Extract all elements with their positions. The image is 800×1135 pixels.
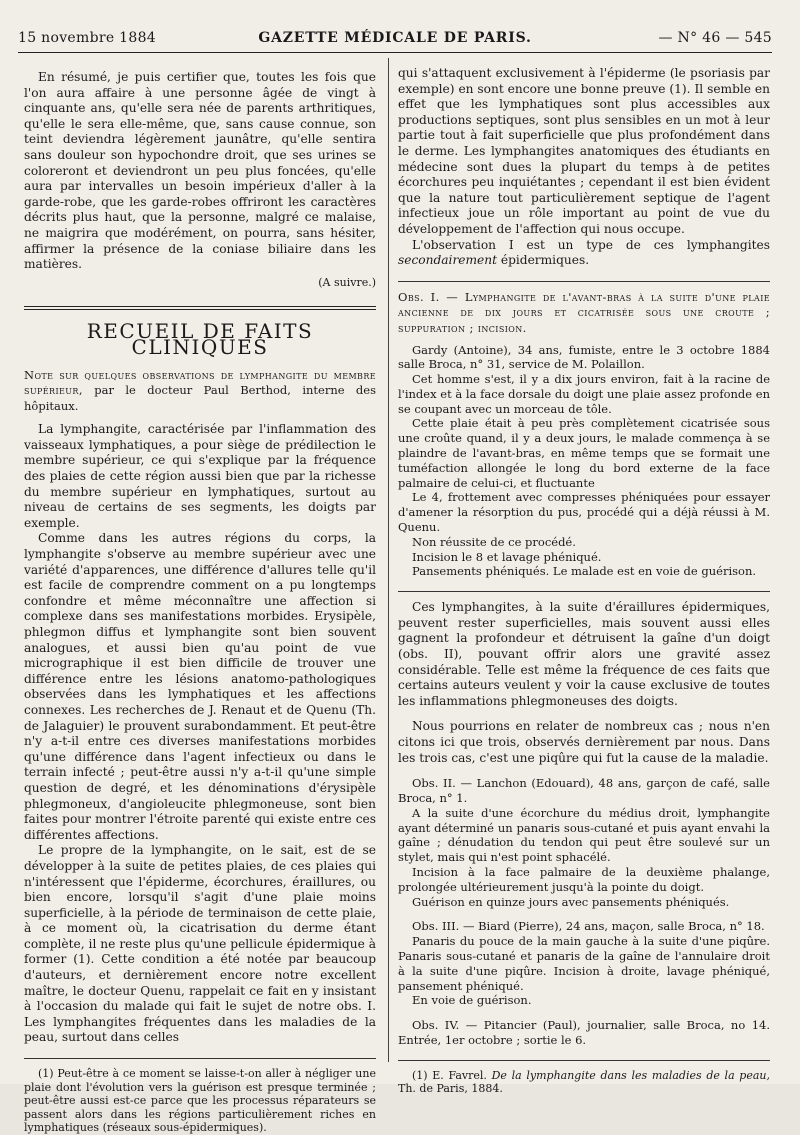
footnote-rule [24, 1058, 376, 1059]
observation-3 [398, 919, 770, 1008]
body-paragraph: Ces lymphangites, à la suite d'éraillures épidermiques, peuvent rester superficielles, mais souvent aussi elles gagnent la profondeur et détruisent la gaîne d'un doigt (obs. II), pouvant offrir alors une gravité assez considérable. Telle est même la fréquence de ces faits que certains auteurs veulent y voir la cause exclusive de toutes les inflammations phlegmoneuses des doigts. [398, 600, 770, 708]
text-run: (1) E. Favrel. [412, 1068, 492, 1082]
observation-text: A la suite d'une écorchure du médius droit, lymphangite ayant déterminé un panaris sous-cutané et puis ayant envahi la gaîne ; dénudation du tendon qui peut être soulevé sur un stylet, mais qui n'est point sphacélé. [398, 805, 770, 865]
observation-rule [398, 591, 770, 592]
issue-date: 15 novembre 1884 [18, 30, 156, 46]
text-run: épidermiques. [497, 253, 590, 268]
running-header [18, 30, 772, 50]
column-divider [388, 58, 389, 1062]
observation-heading: Obs. III. — Biard (Pierre), 24 ans, maçon, salle Broca, n° 18. [412, 919, 765, 934]
text-run: Th. de Paris, 1884. [398, 1082, 503, 1096]
intro-paragraph: En résumé, je puis certifier que, toutes les fois que l'on aura affaire à une personne âgée de vingt à cinquante ans, qu'elle sera née de parents arthritiques, qu'elle le sera elle-même, que, sans cause connue, son teint deviendra légèrement jaunâtre, qu'elle sentira sans douleur son hypochondre droit, que ses urines se coloreront et deviendront un peu plus foncées, qu'elle aura par intervalles un besoin impérieux d'aller à la garde-robe, que les garde-robes offriront les caractères décrits plus haut, que la personne, malgré ce malaise, ne maigrira que modérément, on pourra, sans hésiter, affirmer la présence de la coniase biliaire dans les matières. [24, 70, 376, 272]
right-column [398, 66, 770, 1096]
observation-text: Incision à la face palmaire de la deuxième phalange, prolongée ultérieurement jusqu'à la pointe du doigt. [398, 864, 770, 894]
observation-2 [398, 776, 770, 909]
observation-text: Incision le 8 et lavage phéniqué. [412, 549, 602, 564]
footnote-rule [398, 1060, 770, 1061]
observation-text: Le 4, frottement avec compresses phéniquées pour essayer d'amener la résorption du pus, procédé qui a déjà réussi à M. Quenu. [398, 490, 770, 535]
observation-4 [398, 1018, 770, 1048]
article-author: par le docteur Paul Berthod, interne des hôpitaux. [24, 383, 376, 413]
observation-heading: Obs. II. — Lanchon (Edouard), 48 ans, garçon de café, salle Broca, n° 1. [398, 776, 770, 805]
observation-text: Cet homme s'est, il y a dix jours environ, fait à la racine de l'index et à la face dorsale du doigt une plaie assez profonde en se coupant avec un morceau de tôle. [398, 372, 770, 416]
body-paragraph [398, 238, 770, 269]
text-run: L'observation I est un type de ces lymphangites [412, 237, 770, 252]
observation-1 [398, 343, 770, 580]
footnote: (1) Peut-être à ce moment se laisse-t-on aller à négliger une plaie dont l'évolution vers la guérison est presque terminée ; peut-être aussi est-ce parce que les processus réparateurs se passent alors dans les régions particulièrement riches en lymphatiques (réseaux sous-épidermiques). [24, 1067, 376, 1135]
observation-heading: Obs. I. — Lymphangite de l'avant-bras à la suite d'une plaie ancienne de dix jours et cicatrisée sous une croute ; suppuration ; incision. [398, 289, 770, 335]
observation-rule [398, 281, 770, 282]
emphasis: secondairement [398, 253, 497, 268]
body-paragraph: Comme dans les autres régions du corps, la lymphangite s'observe au membre supérieur avec une variété d'apparences, une différence d'allures telle qu'il est facile de comprendre comment on a pu longtemps confondre et même méconnaître une affection si complexe dans ses manifestations morbides. Erysipèle, phlegmon diffus et lymphangite sont bien souvent analogues, et aussi bien qu'au point de vue micrographique il est bien difficile de trouver une différence entre les lésions anatomo-pathologiques observées dans les lymphatiques et les affections connexes. Les recherches de J. Renaut et de Quenu (Th. de Jalaguier) le prouvent surabondamment. Et peut-être n'y a-t-il entre ces diverses manifestations morbides qu'une différence dans l'agent infectieux ou dans le terrain infecté ; peut-être aussi n'y a-t-il qu'une simple question de degré, et les dénominations d'érysipèle phlegmoneux, d'angioleucite phlegmoneuse, sont bien faites pour montrer l'étroite parenté qui existe entre ces différentes affections. [24, 531, 376, 842]
observation-text: Pansements phéniqués. Le malade est en voie de guérison. [412, 564, 757, 579]
emphasis: De la lymphangite dans les maladies de la peau, [491, 1068, 770, 1082]
body-paragraph: Le propre de la lymphangite, on le sait, est de se développer à la suite de petites plaies, de ces plaies qui n'intéressent que l'épiderme, écorchures, éraillures, ou bien encore, lorsqu'il s'agit d'une plaie moins superficielle, à la période de terminaison de cette plaie, à ce moment où, la cicatrisation du derme étant complète, il ne reste plus qu'une pellicule épidermique à former (1). Cette condition a été notée par beaucoup d'auteurs, et dernièrement encore notre excellent maître, le docteur Quenu, rappelait ce fait en y insistant à l'occasion du malade qui fait le sujet de notre obs. I. Les lymphangites fréquentes dans les maladies de la peau, surtout dans celles [24, 843, 376, 1045]
observation-text: Guérison en quinze jours avec pansements phéniqués. [412, 894, 730, 909]
body-paragraph: qui s'attaquent exclusivement à l'épiderme (le psoriasis par exemple) en sont encore une bonne preuve (1). Il semble en effet que les lymphatiques sont plus accessibles aux productions septiques, sont plus sensibles en un mot à leur partie tout à fait superficielle que plus profondément dans le derme. Les lymphangites anatomiques des étudiants en médecine sont dues la plupart du temps à de petites écorchures peu inquiétantes ; cependant il est bien évident que la nature tout particulièrement septique de l'agent infectieux joue un rôle important au point de vue du développement de l'affection qui nous occupe. [398, 66, 770, 236]
left-column [24, 70, 376, 1135]
footnote [398, 1069, 770, 1096]
page-number: — N° 46 — 545 [658, 30, 772, 46]
observation-text: En voie de guérison. [412, 993, 532, 1008]
article-title: Note sur quelques observations de lymphangite du membre supérieur, [24, 367, 376, 398]
header-rule [18, 52, 772, 53]
to-be-continued: (A suivre.) [318, 275, 376, 289]
journal-title: GAZETTE MÉDICALE DE PARIS. [258, 30, 532, 46]
body-paragraph: La lymphangite, caractérisée par l'inflammation des vaisseaux lymphatiques, a pour siège de prédilection le membre supérieur, ce qui s'explique par la fréquence des plaies de cette région aussi bien que par la richesse du membre supérieur en lymphatiques, surtout au niveau de certains de ses segments, les doigts par exemple. [24, 422, 376, 530]
section-divider [24, 306, 376, 310]
observation-text: Cette plaie était à peu près complètement cicatrisée sous une croûte quand, il y a deux jours, le malade commença à se plaindre de l'avant-bras, en même temps que se formait une tuméfaction allongée le long du bord externe de la face palmaire de celui-ci, et fluctuante [398, 416, 770, 490]
body-paragraph: Nous pourrions en relater de nombreux cas ; nous n'en citons ici que trois, observés dernièrement par nous. Dans les trois cas, c'est une piqûre qui fut la cause de la maladie. [398, 719, 770, 765]
observation-text: Gardy (Antoine), 34 ans, fumiste, entre le 3 octobre 1884 salle Broca, n° 31, service de M. Polaillon. [398, 342, 770, 372]
observation-text: Panaris du pouce de la main gauche à la suite d'une piqûre. Panaris sous-cutané et panaris de la gaîne de l'annulaire droit à la suite d'une piqûre. Incision à droite, lavage phéniqué, pansement phéniqué. [398, 934, 770, 993]
observation-text: Non réussite de ce procédé. [412, 534, 576, 549]
section-title: RECUEIL DE FAITS CLINIQUES [86, 319, 314, 359]
observation-heading: Obs. IV. — Pitancier (Paul), journalier, salle Broca, no 14. Entrée, 1er octobre ; sortie le 6. [398, 1018, 770, 1047]
article-heading [24, 368, 376, 415]
